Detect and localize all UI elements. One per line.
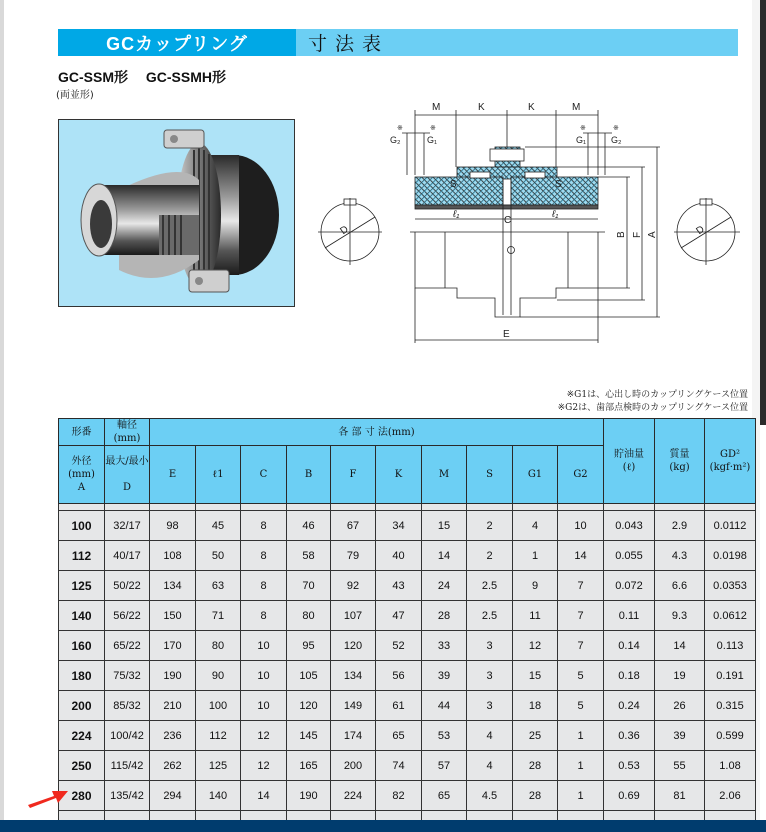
table-spacer <box>59 504 756 511</box>
cell-c: 10 <box>241 691 287 721</box>
cell-mass: 6.6 <box>655 571 705 601</box>
cell-m: 33 <box>422 631 467 661</box>
cell-e: 108 <box>150 541 196 571</box>
product-title: GCカップリング <box>58 29 296 56</box>
cell-l1: 100 <box>196 691 241 721</box>
cell-f: 134 <box>331 661 376 691</box>
position-notes <box>558 389 748 415</box>
model-subtitle: (両並形) <box>56 90 94 101</box>
svg-text:G₁: G₁ <box>576 135 587 145</box>
dimension-table <box>58 418 756 832</box>
cell-e: 262 <box>150 751 196 781</box>
cell-f: 67 <box>331 511 376 541</box>
red-arrow-annotation-icon <box>28 788 68 808</box>
cell-f: 200 <box>331 751 376 781</box>
cell-oil: 0.072 <box>604 571 655 601</box>
svg-text:M: M <box>572 102 581 113</box>
cell-g2: 1 <box>558 781 604 811</box>
cell-b: 46 <box>287 511 331 541</box>
cell-b: 105 <box>287 661 331 691</box>
cell-b: 70 <box>287 571 331 601</box>
cell-g2: 1 <box>558 721 604 751</box>
cell-d: 115/42 <box>105 751 150 781</box>
cell-s: 4 <box>467 721 513 751</box>
cell-gd2: 0.0353 <box>705 571 756 601</box>
table-row <box>59 721 756 751</box>
section-title-bar <box>58 29 738 56</box>
cell-m: 24 <box>422 571 467 601</box>
cell-oil: 0.53 <box>604 751 655 781</box>
svg-text:※: ※ <box>430 125 436 132</box>
cell-d: 75/32 <box>105 661 150 691</box>
cell-g1: 1 <box>513 541 558 571</box>
cell-c: 8 <box>241 601 287 631</box>
cell-c: 10 <box>241 631 287 661</box>
header-G2: G2 <box>558 446 604 504</box>
cell-oil: 0.24 <box>604 691 655 721</box>
cell-g1: 28 <box>513 781 558 811</box>
cell-g1: 12 <box>513 631 558 661</box>
cell-a: 250 <box>59 751 105 781</box>
cell-e: 150 <box>150 601 196 631</box>
model-names <box>58 67 226 87</box>
cell-g1: 15 <box>513 661 558 691</box>
cell-f: 174 <box>331 721 376 751</box>
cell-a: 140 <box>59 601 105 631</box>
cell-mass: 55 <box>655 751 705 781</box>
svg-text:M: M <box>432 102 441 113</box>
cell-gd2: 0.599 <box>705 721 756 751</box>
svg-text:S: S <box>450 179 457 190</box>
cell-e: 236 <box>150 721 196 751</box>
svg-text:K: K <box>478 102 485 113</box>
note-g1: ※G1は、心出し時のカップリングケース位置 <box>566 390 748 400</box>
svg-text:A: A <box>647 231 658 238</box>
cell-a: 280 <box>59 781 105 811</box>
cell-f: 107 <box>331 601 376 631</box>
cell-k: 40 <box>376 541 422 571</box>
cell-c: 8 <box>241 541 287 571</box>
cell-c: 12 <box>241 721 287 751</box>
right-bore-view-icon <box>674 198 740 265</box>
cell-f: 149 <box>331 691 376 721</box>
cell-d: 32/17 <box>105 511 150 541</box>
header-S: S <box>467 446 513 504</box>
svg-text:F: F <box>632 231 643 238</box>
cell-a: 180 <box>59 661 105 691</box>
cell-d: 56/22 <box>105 601 150 631</box>
cell-l1: 71 <box>196 601 241 631</box>
header-G1: G1 <box>513 446 558 504</box>
cell-m: 14 <box>422 541 467 571</box>
cell-mass: 39 <box>655 721 705 751</box>
cell-d: 65/22 <box>105 631 150 661</box>
cell-l1: 140 <box>196 781 241 811</box>
cell-mass: 2.9 <box>655 511 705 541</box>
cell-k: 61 <box>376 691 422 721</box>
cell-gd2: 0.0612 <box>705 601 756 631</box>
table-row <box>59 571 756 601</box>
table-header-row-1 <box>59 419 756 446</box>
svg-text:※: ※ <box>580 125 586 132</box>
svg-text:B: B <box>616 231 627 238</box>
cell-b: 80 <box>287 601 331 631</box>
cell-k: 43 <box>376 571 422 601</box>
svg-text:S: S <box>555 179 562 190</box>
cell-mass: 19 <box>655 661 705 691</box>
gear-coupling-illustration <box>59 120 295 307</box>
cell-oil: 0.043 <box>604 511 655 541</box>
table-row <box>59 781 756 811</box>
header-gd2: GD² (kgf·m²) <box>705 419 756 504</box>
cell-k: 82 <box>376 781 422 811</box>
cell-m: 28 <box>422 601 467 631</box>
header-mass: 質量 (kg) <box>655 419 705 504</box>
svg-text:ℓ₁: ℓ₁ <box>453 209 460 220</box>
cell-c: 8 <box>241 511 287 541</box>
header-l1: ℓ1 <box>196 446 241 504</box>
cell-g2: 7 <box>558 601 604 631</box>
cell-b: 120 <box>287 691 331 721</box>
cell-m: 57 <box>422 751 467 781</box>
header-shaft-max-min: 最大/最小 D <box>105 446 150 504</box>
cell-a: 224 <box>59 721 105 751</box>
cell-l1: 80 <box>196 631 241 661</box>
cell-g1: 18 <box>513 691 558 721</box>
header-F: F <box>331 446 376 504</box>
cell-b: 58 <box>287 541 331 571</box>
cell-m: 15 <box>422 511 467 541</box>
cell-oil: 0.11 <box>604 601 655 631</box>
cell-g1: 11 <box>513 601 558 631</box>
svg-text:※: ※ <box>613 125 619 132</box>
cell-s: 4.5 <box>467 781 513 811</box>
cell-k: 74 <box>376 751 422 781</box>
svg-text:D: D <box>694 223 707 238</box>
cell-k: 65 <box>376 721 422 751</box>
cell-m: 53 <box>422 721 467 751</box>
cell-e: 210 <box>150 691 196 721</box>
cell-m: 39 <box>422 661 467 691</box>
model-name-ssmh: GC-SSMH形 <box>145 69 227 85</box>
cell-s: 2.5 <box>467 571 513 601</box>
svg-text:ℓ₁: ℓ₁ <box>552 209 559 220</box>
cell-g1: 9 <box>513 571 558 601</box>
cell-a: 200 <box>59 691 105 721</box>
cell-g2: 14 <box>558 541 604 571</box>
cell-s: 3 <box>467 631 513 661</box>
vertical-scrollbar-thumb[interactable] <box>760 0 766 425</box>
cell-a: 125 <box>59 571 105 601</box>
cell-l1: 90 <box>196 661 241 691</box>
cell-d: 40/17 <box>105 541 150 571</box>
cell-s: 2 <box>467 511 513 541</box>
table-row <box>59 661 756 691</box>
cell-b: 145 <box>287 721 331 751</box>
cell-gd2: 0.191 <box>705 661 756 691</box>
cell-s: 2 <box>467 541 513 571</box>
cell-s: 4 <box>467 751 513 781</box>
cell-mass: 81 <box>655 781 705 811</box>
svg-text:G₂: G₂ <box>390 135 401 145</box>
cell-e: 170 <box>150 631 196 661</box>
model-name-ssm: GC-SSM形 <box>58 69 128 85</box>
cell-gd2: 0.113 <box>705 631 756 661</box>
svg-text:K: K <box>528 102 535 113</box>
cell-s: 3 <box>467 691 513 721</box>
header-outer-dia: 外径 (mm) A <box>59 446 105 504</box>
cell-g1: 4 <box>513 511 558 541</box>
svg-text:G₁: G₁ <box>427 135 438 145</box>
cell-oil: 0.055 <box>604 541 655 571</box>
cell-g2: 1 <box>558 751 604 781</box>
cell-g2: 7 <box>558 631 604 661</box>
cell-k: 34 <box>376 511 422 541</box>
table-row <box>59 631 756 661</box>
cell-d: 85/32 <box>105 691 150 721</box>
cell-oil: 0.14 <box>604 631 655 661</box>
cell-a: 112 <box>59 541 105 571</box>
cell-oil: 0.36 <box>604 721 655 751</box>
cell-c: 8 <box>241 571 287 601</box>
header-K: K <box>376 446 422 504</box>
cell-s: 3 <box>467 661 513 691</box>
page-left-edge <box>0 0 4 832</box>
cell-gd2: 0.315 <box>705 691 756 721</box>
cell-e: 98 <box>150 511 196 541</box>
cell-gd2: 2.06 <box>705 781 756 811</box>
svg-text:※: ※ <box>397 125 403 132</box>
cell-b: 165 <box>287 751 331 781</box>
cell-d: 100/42 <box>105 721 150 751</box>
cell-a: 100 <box>59 511 105 541</box>
table-row <box>59 751 756 781</box>
cell-a: 160 <box>59 631 105 661</box>
cell-mass: 9.3 <box>655 601 705 631</box>
note-g2: ※G2は、歯部点検時のカップリングケース位置 <box>557 403 748 413</box>
cell-k: 47 <box>376 601 422 631</box>
cell-s: 2.5 <box>467 601 513 631</box>
cell-k: 56 <box>376 661 422 691</box>
cell-b: 190 <box>287 781 331 811</box>
dimension-diagram <box>300 95 755 355</box>
header-C: C <box>241 446 287 504</box>
cell-mass: 4.3 <box>655 541 705 571</box>
cell-m: 44 <box>422 691 467 721</box>
svg-text:D: D <box>338 223 351 238</box>
cell-c: 12 <box>241 751 287 781</box>
cell-l1: 50 <box>196 541 241 571</box>
table-row <box>59 691 756 721</box>
cell-m: 65 <box>422 781 467 811</box>
svg-text:G₂: G₂ <box>611 135 622 145</box>
left-bore-view-icon <box>318 198 382 265</box>
cell-l1: 45 <box>196 511 241 541</box>
cell-g1: 28 <box>513 751 558 781</box>
cell-f: 224 <box>331 781 376 811</box>
cell-g1: 25 <box>513 721 558 751</box>
cell-g2: 10 <box>558 511 604 541</box>
cell-f: 120 <box>331 631 376 661</box>
svg-text:C: C <box>504 215 512 226</box>
cell-e: 134 <box>150 571 196 601</box>
cell-l1: 125 <box>196 751 241 781</box>
table-row <box>59 541 756 571</box>
header-E: E <box>150 446 196 504</box>
cell-oil: 0.69 <box>604 781 655 811</box>
cell-oil: 0.18 <box>604 661 655 691</box>
cell-gd2: 1.08 <box>705 751 756 781</box>
cell-gd2: 0.0198 <box>705 541 756 571</box>
header-M: M <box>422 446 467 504</box>
cell-f: 79 <box>331 541 376 571</box>
header-B: B <box>287 446 331 504</box>
cell-l1: 112 <box>196 721 241 751</box>
cell-gd2: 0.0112 <box>705 511 756 541</box>
cell-k: 52 <box>376 631 422 661</box>
section-title: 寸法表 <box>296 29 738 56</box>
cell-d: 135/42 <box>105 781 150 811</box>
table-row <box>59 511 756 541</box>
svg-text:E: E <box>503 329 510 340</box>
bottom-toolbar-bar <box>0 820 766 832</box>
cell-g2: 5 <box>558 661 604 691</box>
header-shaft-dia: 軸径(mm) <box>105 419 150 446</box>
header-oil-capacity: 貯油量 (ℓ) <box>604 419 655 504</box>
header-model-no: 形番 <box>59 419 105 446</box>
coupling-photo <box>58 119 295 307</box>
table-row <box>59 601 756 631</box>
header-dimensions: 各 部 寸 法(mm) <box>150 419 604 446</box>
cell-b: 95 <box>287 631 331 661</box>
table-body <box>59 511 756 832</box>
cell-c: 10 <box>241 661 287 691</box>
cell-l1: 63 <box>196 571 241 601</box>
cell-f: 92 <box>331 571 376 601</box>
cell-e: 190 <box>150 661 196 691</box>
cell-e: 294 <box>150 781 196 811</box>
cell-g2: 7 <box>558 571 604 601</box>
cell-mass: 26 <box>655 691 705 721</box>
cell-g2: 5 <box>558 691 604 721</box>
cell-c: 14 <box>241 781 287 811</box>
cell-mass: 14 <box>655 631 705 661</box>
cell-d: 50/22 <box>105 571 150 601</box>
